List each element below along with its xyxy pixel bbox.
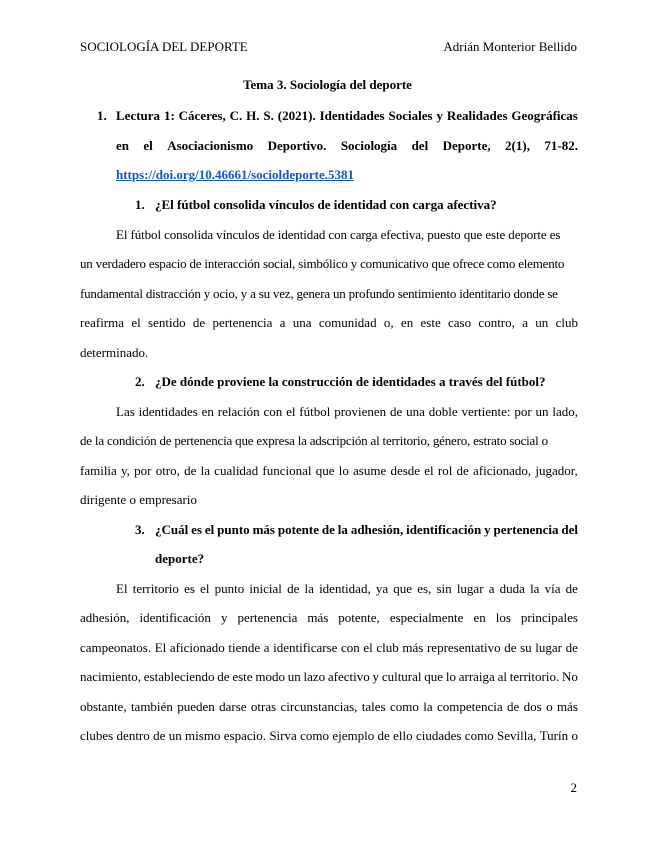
word: en	[400, 315, 414, 330]
word: más	[402, 640, 424, 655]
word: de	[565, 640, 578, 655]
answer-2-line-1	[116, 404, 578, 420]
word: tiende	[228, 640, 261, 655]
word: ejemplo	[332, 728, 375, 743]
word: y	[220, 610, 228, 625]
answer-1-line-1: El fútbol consolida vínculos de identidad con carga efectiva, puesto que este deporte es	[116, 227, 561, 242]
word: lugar	[456, 581, 484, 596]
word: a	[263, 640, 270, 655]
answer-3-line-2	[80, 610, 578, 626]
word: es	[191, 522, 202, 537]
word: especialmente	[389, 610, 464, 625]
word: doble	[428, 404, 458, 419]
word: identificarse	[273, 640, 338, 655]
word: vía	[544, 581, 561, 596]
word: contro,	[478, 315, 515, 330]
word: representativo	[426, 640, 501, 655]
word: jugador,	[535, 463, 578, 478]
word: este	[232, 669, 253, 684]
word: rol	[437, 463, 453, 478]
word: (2021).	[277, 108, 316, 123]
word: en	[473, 610, 486, 625]
word: de	[456, 463, 469, 478]
word: la	[304, 581, 314, 596]
word: espacio.	[223, 728, 266, 743]
answer-2-line-4: dirigente o empresario	[80, 492, 197, 507]
word: más	[307, 610, 329, 625]
word: dentro	[116, 728, 150, 743]
word: más	[556, 699, 578, 714]
word: por	[134, 463, 152, 478]
page-number: 2	[570, 780, 577, 795]
word: o	[571, 728, 578, 743]
word: obstante,	[80, 699, 127, 714]
word: funcional	[262, 463, 312, 478]
word: campeonatos.	[80, 640, 152, 655]
word: comunidad	[318, 315, 377, 330]
reading-doi-link[interactable]: https://doi.org/10.46661/socioldeporte.5381	[116, 167, 354, 182]
word: una	[292, 315, 312, 330]
word: aficionado	[169, 640, 225, 655]
word: que	[315, 463, 335, 478]
word: Lectura	[116, 108, 161, 123]
word: también	[130, 699, 173, 714]
word: pertenencia	[237, 610, 298, 625]
word: lado,	[552, 404, 578, 419]
word: ya	[375, 581, 389, 596]
word: identidades	[138, 404, 198, 419]
word: club	[555, 315, 578, 330]
word: potente	[277, 522, 320, 537]
word: de	[321, 522, 335, 537]
question-1-text: ¿El fútbol consolida vínculos de identidad con carga afectiva?	[155, 197, 497, 212]
word: duda	[499, 581, 525, 596]
word: que	[393, 581, 413, 596]
word: un	[535, 404, 549, 419]
word: en	[116, 138, 129, 153]
question-3-text-line-1	[155, 522, 578, 538]
word: Geográficas	[511, 108, 578, 123]
word: El	[116, 581, 128, 596]
word: al	[497, 669, 507, 684]
word: 2(1),	[505, 138, 530, 153]
word: Asociacionismo	[167, 138, 254, 153]
word: la	[530, 581, 540, 596]
word: el	[143, 138, 153, 153]
word: inicial	[249, 581, 282, 596]
word: sentido	[148, 315, 186, 330]
word: ¿Cuál	[155, 522, 189, 537]
word: asume	[353, 463, 387, 478]
word: caso	[448, 315, 472, 330]
running-header-right: Adrián Monterior Bellido	[443, 39, 577, 54]
word: principales	[520, 610, 578, 625]
word: H.	[246, 108, 260, 123]
word: como	[389, 699, 419, 714]
word: el	[363, 640, 373, 655]
answer-1-line-2: un verdadero espacio de interacción social, simbólico y comunicativo que ofrece como elemento	[80, 256, 565, 271]
word: de	[192, 315, 206, 330]
question-2-text: ¿De dónde proviene la construcción de identidades a través del fútbol?	[155, 374, 546, 389]
word: provienen	[334, 404, 387, 419]
word: un	[535, 315, 549, 330]
word: de	[565, 581, 578, 596]
word: cualidad	[214, 463, 259, 478]
word: mismo	[185, 728, 221, 743]
word: 1:	[163, 108, 175, 123]
answer-3-line-4	[80, 669, 578, 685]
word: con	[263, 404, 283, 419]
word: y	[484, 522, 491, 537]
page-title: Tema 3. Sociología del deporte	[243, 77, 412, 92]
word: por	[514, 404, 532, 419]
word: afectivo	[327, 669, 370, 684]
word: familia	[80, 463, 117, 478]
word: de	[507, 699, 520, 714]
word: con	[341, 640, 360, 655]
word: cultural	[381, 669, 422, 684]
word: la	[337, 522, 348, 537]
answer-1-line-3: fundamental distracción y ocio, y a su vez, genera un profundo sentimiento identitario donde se	[80, 286, 558, 301]
reading-citation-line-2	[116, 138, 578, 154]
word: competencia	[436, 699, 503, 714]
word: lugar	[535, 640, 562, 655]
word: punto	[217, 522, 250, 537]
answer-3-line-5	[80, 699, 578, 715]
word: clubes	[80, 728, 114, 743]
word: un	[168, 728, 182, 743]
word: identificación	[139, 610, 211, 625]
word: que	[424, 669, 444, 684]
word: darse	[219, 699, 247, 714]
answer-1-line-5: determinado.	[80, 345, 149, 360]
word: C.	[229, 108, 243, 123]
word: a	[279, 315, 286, 330]
word: la	[200, 463, 210, 478]
word: el	[200, 581, 210, 596]
word: pertenencia	[212, 315, 273, 330]
word: ciudades	[415, 728, 462, 743]
word: del	[561, 522, 578, 537]
word: una	[406, 404, 425, 419]
answer-3-line-6	[80, 728, 578, 744]
word: otro,	[155, 463, 180, 478]
word: territorio.	[509, 669, 560, 684]
word: o,	[383, 315, 394, 330]
word: a	[488, 581, 495, 596]
question-3-number: 3.	[135, 522, 145, 537]
word: fútbol	[299, 404, 331, 419]
word: No	[561, 669, 578, 684]
word: vertiente:	[461, 404, 511, 419]
word: Sirva	[269, 728, 297, 743]
word: sin	[436, 581, 452, 596]
word: de	[504, 640, 517, 655]
word: es	[184, 581, 195, 596]
word: modo	[255, 669, 285, 684]
word: de	[217, 669, 230, 684]
word: adhesión,	[80, 610, 130, 625]
word: el	[204, 522, 215, 537]
answer-3-line-3	[80, 640, 578, 656]
answer-2-line-2: de la condición de pertenencia que expresa la adscripción al territorio, género, estrato social o	[80, 433, 548, 448]
word: la	[423, 699, 433, 714]
word: Sociología	[340, 138, 398, 153]
word: reafirma	[80, 315, 125, 330]
word: Sociales	[388, 108, 433, 123]
word: club	[376, 640, 399, 655]
word: punto	[214, 581, 245, 596]
word: Realidades	[446, 108, 508, 123]
word: Identidades	[319, 108, 385, 123]
question-3-text-line-2: deporte?	[155, 551, 205, 566]
word: o	[546, 699, 553, 714]
word: adhesión,	[350, 522, 404, 537]
word: el	[131, 315, 141, 330]
answer-2-line-3	[80, 463, 578, 479]
word: de	[184, 463, 197, 478]
word: S.	[263, 108, 274, 123]
word: lo	[445, 669, 456, 684]
word: de	[153, 728, 166, 743]
word: El	[154, 640, 167, 655]
word: Las	[116, 404, 135, 419]
word: desde	[390, 463, 421, 478]
word: Sevilla,	[497, 728, 537, 743]
word: Deporte,	[442, 138, 491, 153]
word: territorio	[132, 581, 179, 596]
word: de	[390, 404, 403, 419]
word: como	[300, 728, 329, 743]
answer-1-line-4	[80, 315, 578, 331]
word: el	[424, 463, 434, 478]
word: es,	[417, 581, 432, 596]
word: circunstancias,	[280, 699, 358, 714]
word: Turín	[539, 728, 569, 743]
word: más	[252, 522, 275, 537]
word: identidad,	[319, 581, 371, 596]
word: este	[420, 315, 441, 330]
word: arraiga	[458, 669, 495, 684]
word: 71-82.	[544, 138, 578, 153]
question-1-number: 1.	[135, 197, 145, 212]
word: el	[286, 404, 296, 419]
word: Cáceres,	[178, 108, 226, 123]
question-2-number: 2.	[135, 374, 145, 389]
word: tales	[361, 699, 386, 714]
word: pertenencia	[493, 522, 559, 537]
word: y,	[121, 463, 130, 478]
word: y	[436, 108, 443, 123]
word: aficionado,	[473, 463, 532, 478]
word: otras	[250, 699, 277, 714]
word: pueden	[177, 699, 215, 714]
word: y	[372, 669, 380, 684]
word: lazo	[303, 669, 326, 684]
word: de	[287, 581, 300, 596]
word: de	[377, 728, 390, 743]
word: lo	[338, 463, 349, 478]
word: como	[464, 728, 494, 743]
word: estableciendo	[143, 669, 215, 684]
word: a	[522, 315, 528, 330]
answer-3-line-1	[116, 581, 578, 597]
reading-number: 1.	[97, 108, 107, 123]
word: relación	[217, 404, 260, 419]
word: dos	[523, 699, 542, 714]
word: los	[495, 610, 511, 625]
word: su	[520, 640, 532, 655]
word: un	[287, 669, 301, 684]
word: Deportivo.	[267, 138, 327, 153]
word: nacimiento,	[80, 669, 142, 684]
word: del	[411, 138, 429, 153]
word: en	[201, 404, 214, 419]
word: identificación	[406, 522, 482, 537]
word: ello	[393, 728, 413, 743]
running-header-left: SOCIOLOGÍA DEL DEPORTE	[80, 39, 248, 54]
word: potente,	[338, 610, 380, 625]
reading-citation-line-1	[116, 108, 578, 124]
